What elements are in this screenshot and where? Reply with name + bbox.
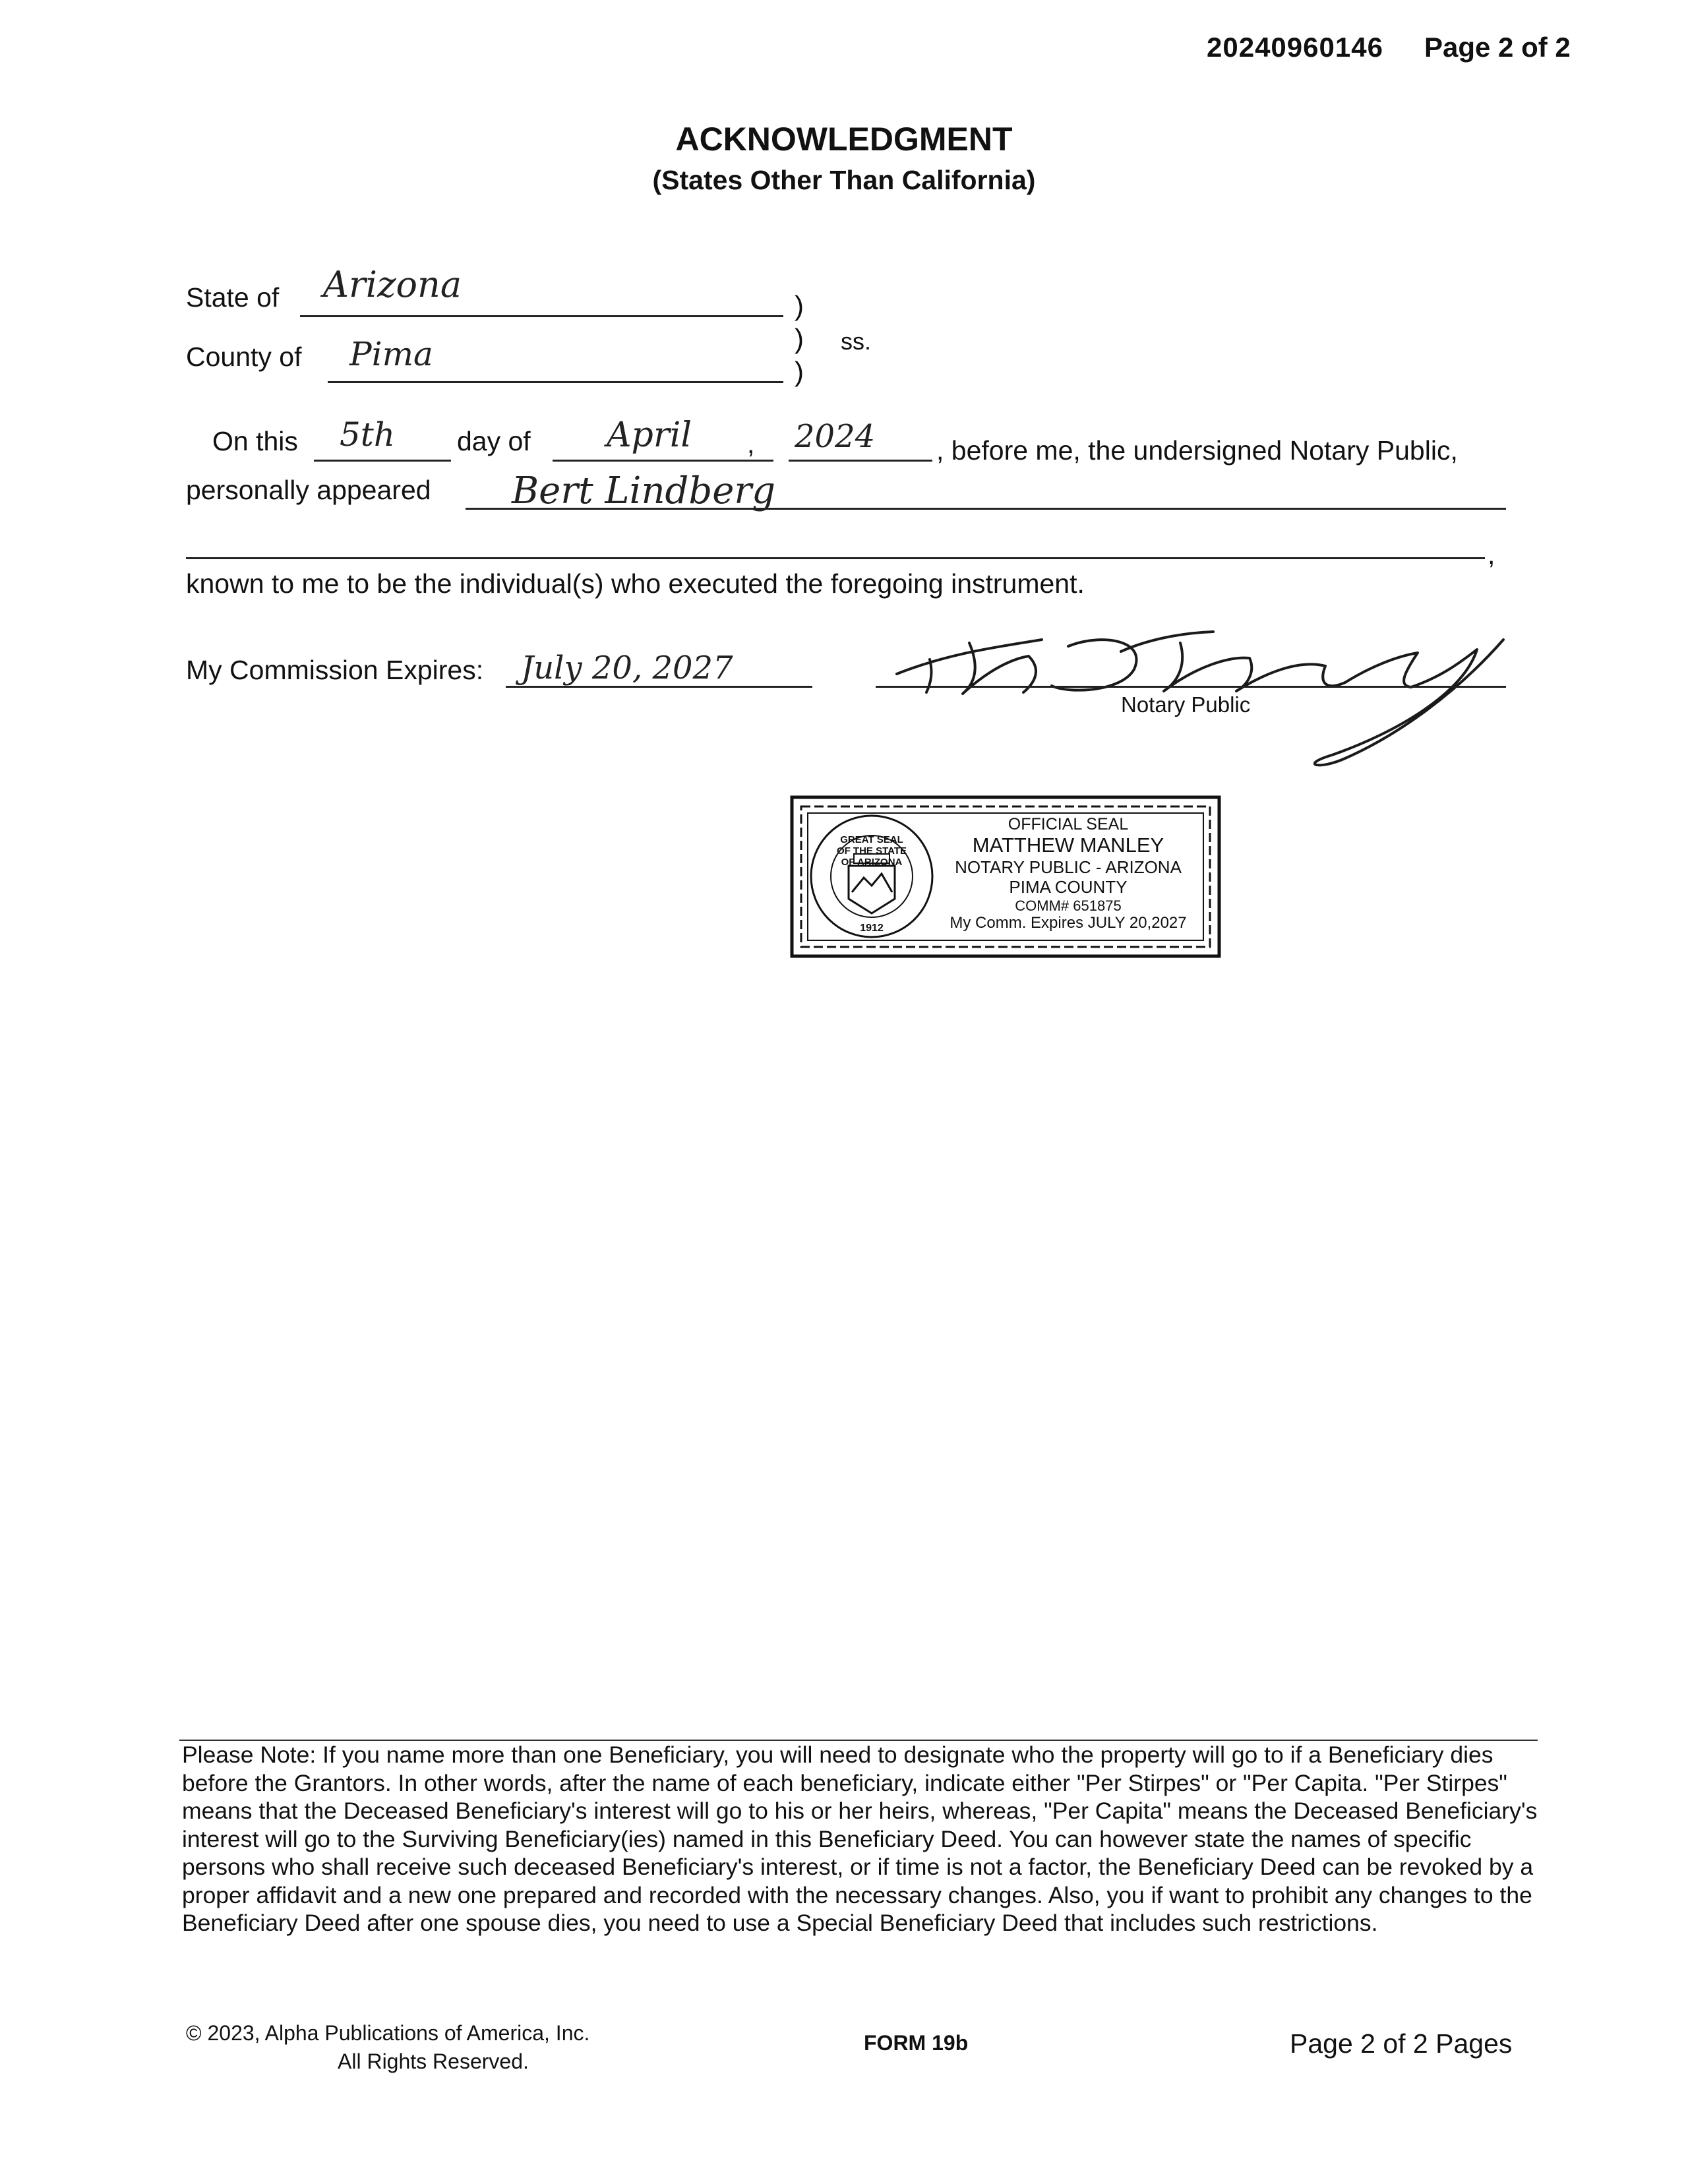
footer-copyright: © 2023, Alpha Publications of America, Inc. xyxy=(186,2021,590,2045)
commission-line xyxy=(506,686,812,688)
venue-paren-3: ) xyxy=(795,356,804,387)
venue-paren-1: ) xyxy=(795,290,804,321)
seal-line-6: My Comm. Expires JULY 20,2027 xyxy=(950,914,1187,932)
document-number: 20240960146 xyxy=(1207,32,1383,63)
day-line xyxy=(314,460,451,462)
month-line xyxy=(553,460,773,462)
page-indicator: Page 2 of 2 xyxy=(1424,32,1571,63)
seal-year: 1912 xyxy=(860,923,884,934)
person-line-2 xyxy=(186,557,1485,559)
seal-line-2: MATTHEW MANLEY xyxy=(972,834,1164,857)
commission-label: My Commission Expires: xyxy=(186,655,484,685)
signature-line xyxy=(876,686,1506,688)
year-line xyxy=(789,460,932,462)
commission-handwritten: July 20, 2027 xyxy=(521,650,733,686)
page-subtitle: (States Other Than California) xyxy=(652,165,1036,195)
state-line xyxy=(300,315,783,317)
seal-line-4: PIMA COUNTY xyxy=(1009,877,1128,897)
state-label: State of xyxy=(186,282,280,313)
before-me-text: , before me, the undersigned Notary Public, xyxy=(936,435,1458,466)
please-note-paragraph: Please Note: If you name more than one Beneficiary, you will need to designate who the property will go to if a Beneficiary dies before the Grantors. In other words, after the name of each beneficiary, indicate either "Per Stirpes" or "Per Capita. "Per Stirpes" means that the Deceased Beneficiary's interest will go to his or her heirs, whereas, "Per Capita" means the Deceased Beneficiary's interest will go to the Surviving Beneficiary(ies) named in this Beneficiary Deed. You can however state the names of specific persons who shall receive such deceased Beneficiary's interest, or if time is not a factor, the Beneficiary Deed can be revoked by a proper affidavit and a new one prepared and recorded with the necessary changes. Also, you if want to prohibit any changes to the Beneficiary Deed after one spouse dies, you need to use a Special Beneficiary Deed that includes such restrictions. xyxy=(182,1742,1538,1936)
venue-paren-2: ) xyxy=(795,323,804,354)
month-handwritten: April xyxy=(607,415,692,455)
personally-appeared-label: personally appeared xyxy=(186,475,431,505)
seal-line-1: OFFICIAL SEAL xyxy=(1008,815,1129,834)
notary-public-label: Notary Public xyxy=(1121,692,1251,717)
page-title: ACKNOWLEDGMENT xyxy=(675,121,1013,158)
footer-form-number: FORM 19b xyxy=(864,2031,969,2055)
known-to-me-text: known to me to be the individual(s) who executed the foregoing instrument. xyxy=(186,568,1085,599)
person-line xyxy=(466,508,1506,510)
state-handwritten: Arizona xyxy=(323,264,462,305)
on-this-label: On this xyxy=(212,426,298,456)
ss-label: ss. xyxy=(841,328,872,355)
footer-rights: All Rights Reserved. xyxy=(338,2049,529,2073)
county-handwritten: Pima xyxy=(349,335,433,373)
footer-page-count: Page 2 of 2 Pages xyxy=(1290,2028,1513,2059)
day-handwritten: 5th xyxy=(340,415,396,454)
trailing-comma: , xyxy=(1488,539,1495,570)
seal-line-5: COMM# 651875 xyxy=(1015,897,1122,914)
day-of-label: day of xyxy=(457,426,531,456)
comma-label: , xyxy=(747,429,755,459)
person-handwritten: Bert Lindberg xyxy=(512,470,775,512)
seal-ring-text: GREAT SEAL OF THE STATE OF ARIZONA xyxy=(836,834,907,868)
year-handwritten: 2024 xyxy=(795,418,876,455)
county-line xyxy=(328,381,783,383)
seal-line-3: NOTARY PUBLIC - ARIZONA xyxy=(955,857,1182,877)
county-label: County of xyxy=(186,342,302,372)
